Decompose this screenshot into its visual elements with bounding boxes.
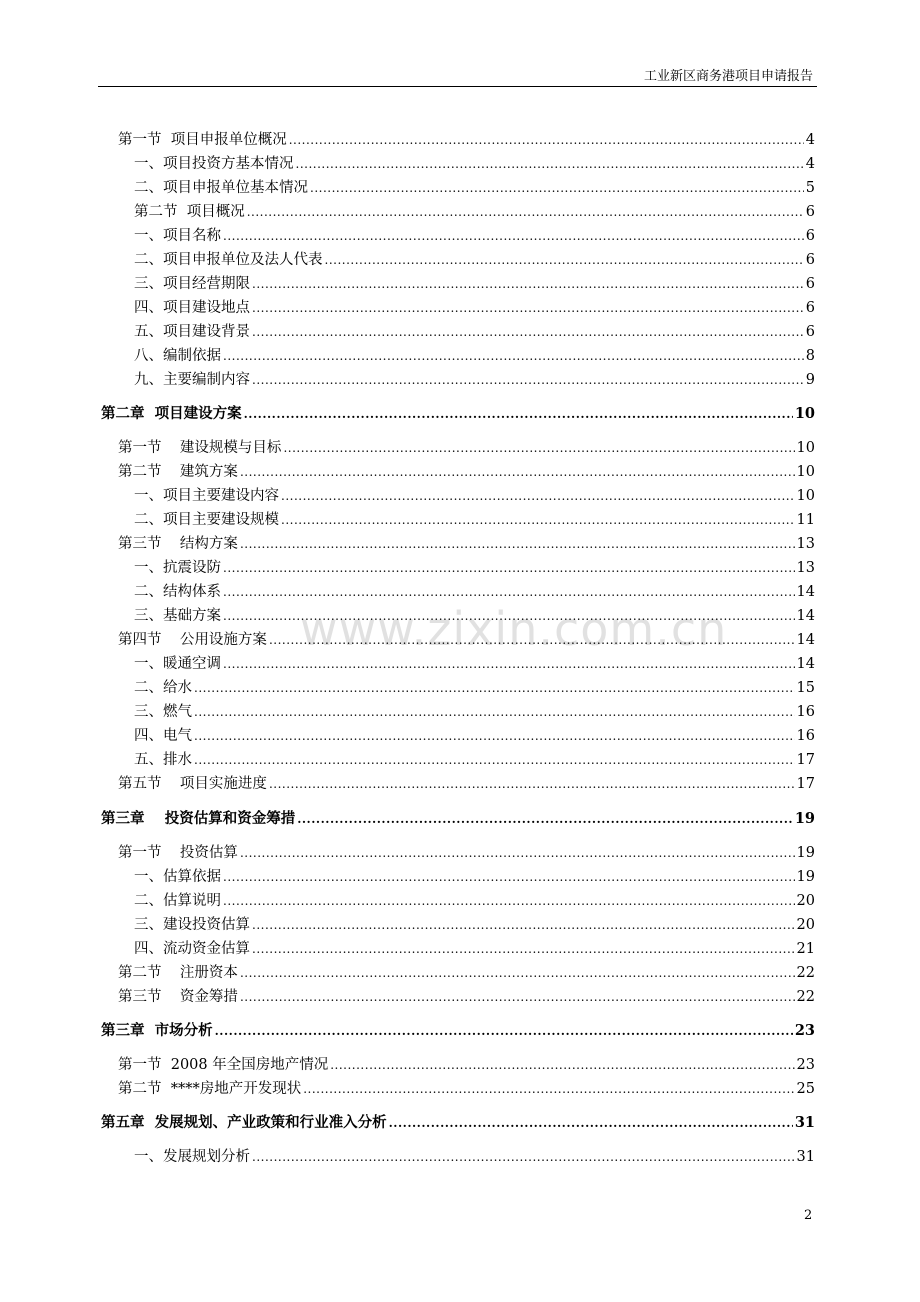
toc-leader-dots	[223, 225, 804, 247]
toc-entry-page: 14	[796, 608, 815, 624]
toc-section-entry[interactable]	[118, 533, 815, 555]
toc-item-entry[interactable]	[134, 890, 815, 912]
toc-entry-label: 四、项目建设地点	[134, 300, 250, 316]
toc-entry-page: 6	[805, 324, 815, 340]
toc-leader-dots	[389, 1112, 793, 1134]
toc-section-entry[interactable]	[118, 842, 815, 864]
toc-entry-label: 第一节 建设规模与目标	[118, 440, 282, 456]
toc-section-entry[interactable]	[118, 773, 815, 795]
toc-leader-dots	[223, 605, 795, 627]
toc-item-entry[interactable]	[134, 321, 815, 343]
toc-item-entry[interactable]	[134, 581, 815, 603]
toc-section-entry[interactable]	[118, 461, 815, 483]
toc-entry-label: 第一节 2008 年全国房地产情况	[118, 1057, 329, 1073]
toc-entry-label: 一、暖通空调	[134, 656, 221, 672]
toc-entry-label: 二、项目主要建设规模	[134, 512, 279, 528]
toc-entry-page: 4	[805, 132, 815, 148]
toc-entry-label: 二、项目申报单位基本情况	[134, 180, 308, 196]
toc-entry-page: 17	[796, 752, 815, 768]
toc-entry-label: 第五章 发展规划、产业政策和行业准入分析	[101, 1114, 387, 1131]
toc-entry-page: 22	[796, 989, 815, 1005]
toc-entry-page: 22	[796, 965, 815, 981]
toc-item-entry[interactable]	[134, 938, 815, 960]
toc-entry-label: 第二节 ****房地产开发现状	[118, 1081, 302, 1097]
page-number: 2	[804, 1208, 813, 1223]
toc-entry-label: 一、估算依据	[134, 869, 221, 885]
toc-entry-label: 九、主要编制内容	[134, 372, 250, 388]
toc-entry-label: 第二节 注册资本	[118, 965, 238, 981]
toc-entry-label: 第四节 公用设施方案	[118, 632, 267, 648]
toc-entry-page: 6	[805, 276, 815, 292]
toc-entry-page: 13	[796, 536, 815, 552]
toc-entry-page: 15	[796, 680, 815, 696]
toc-entry-page: 31	[794, 1114, 815, 1131]
header-title: 工业新区商务港项目申请报告	[643, 69, 813, 84]
toc-chapter-entry[interactable]	[101, 403, 815, 425]
toc-item-entry[interactable]	[134, 201, 815, 223]
toc-leader-dots	[303, 1078, 794, 1100]
toc-entry-page: 10	[796, 440, 815, 456]
toc-section-entry[interactable]	[118, 986, 815, 1008]
toc-entry-label: 第二节 项目概况	[134, 204, 245, 220]
toc-entry-label: 第一节 投资估算	[118, 845, 238, 861]
toc-entry-page: 6	[805, 300, 815, 316]
toc-entry-page: 8	[805, 348, 815, 364]
toc-entry-page: 17	[796, 776, 815, 792]
toc-entry-label: 一、项目主要建设内容	[134, 488, 279, 504]
toc-entry-page: 10	[796, 464, 815, 480]
toc-entry-label: 一、项目投资方基本情况	[134, 156, 294, 172]
toc-entry-page: 6	[805, 252, 815, 268]
toc-entry-label: 三、基础方案	[134, 608, 221, 624]
toc-item-entry[interactable]	[134, 677, 815, 699]
watermark: www.zixin.com.cn	[300, 602, 728, 656]
toc-entry-label: 二、项目申报单位及法人代表	[134, 252, 323, 268]
toc-leader-dots	[244, 403, 793, 425]
toc-entry-label: 五、项目建设背景	[134, 324, 250, 340]
toc-entry-page: 14	[796, 584, 815, 600]
toc-leader-dots	[310, 177, 804, 199]
toc-leader-dots	[252, 938, 795, 960]
toc-leader-dots	[281, 509, 795, 531]
toc-entry-page: 5	[805, 180, 815, 196]
toc-item-entry[interactable]	[134, 866, 815, 888]
toc-leader-dots	[223, 890, 795, 912]
toc-leader-dots	[194, 677, 795, 699]
toc-entry-page: 6	[805, 204, 815, 220]
toc-entry-page: 20	[796, 893, 815, 909]
toc-item-entry[interactable]	[134, 297, 815, 319]
toc-leader-dots	[252, 273, 804, 295]
toc-item-entry[interactable]	[134, 345, 815, 367]
toc-entry-page: 4	[805, 156, 815, 172]
toc-entry-page: 14	[796, 632, 815, 648]
toc-entry-page: 21	[796, 941, 815, 957]
toc-leader-dots	[223, 581, 795, 603]
toc-leader-dots	[240, 461, 795, 483]
toc-leader-dots	[223, 345, 804, 367]
toc-item-entry[interactable]	[134, 177, 815, 199]
toc-leader-dots	[289, 129, 804, 151]
toc-leader-dots	[194, 701, 795, 723]
toc-entry-label: 二、估算说明	[134, 893, 221, 909]
toc-entry-page: 14	[796, 656, 815, 672]
toc-item-entry[interactable]	[134, 605, 815, 627]
toc-leader-dots	[247, 201, 804, 223]
toc-leader-dots	[269, 629, 795, 651]
toc-item-entry[interactable]	[134, 509, 815, 531]
toc-item-entry[interactable]	[134, 701, 815, 723]
toc-entry-label: 三、建设投资估算	[134, 917, 250, 933]
toc-leader-dots	[223, 866, 795, 888]
toc-leader-dots	[296, 153, 804, 175]
toc-section-entry[interactable]	[118, 962, 815, 984]
toc-entry-label: 四、流动资金估算	[134, 941, 250, 957]
toc-entry-label: 第三章 投资估算和资金筹措	[101, 810, 296, 827]
toc-leader-dots	[252, 321, 804, 343]
toc-entry-page: 31	[796, 1149, 815, 1165]
toc-entry-page: 20	[796, 917, 815, 933]
toc-chapter-entry[interactable]	[101, 808, 815, 830]
toc-entry-page: 13	[796, 560, 815, 576]
toc-entry-label: 一、抗震设防	[134, 560, 221, 576]
toc-entry-page: 23	[794, 1022, 815, 1039]
toc-entry-label: 二、给水	[134, 680, 192, 696]
toc-entry-label: 三、项目经营期限	[134, 276, 250, 292]
toc-leader-dots	[283, 437, 794, 459]
toc-leader-dots	[269, 773, 795, 795]
toc-item-entry[interactable]	[134, 653, 815, 675]
toc-entry-label: 第二章 项目建设方案	[101, 405, 242, 422]
toc-leader-dots	[297, 808, 793, 830]
toc-item-entry[interactable]	[134, 225, 815, 247]
toc-entry-page: 19	[796, 869, 815, 885]
toc-item-entry[interactable]	[134, 725, 815, 747]
toc-leader-dots	[240, 962, 795, 984]
toc-section-entry[interactable]	[118, 1054, 815, 1076]
toc-item-entry[interactable]	[134, 249, 815, 271]
toc-item-entry[interactable]	[134, 153, 815, 175]
toc-leader-dots	[223, 653, 795, 675]
toc-entry-page: 16	[796, 728, 815, 744]
toc-entry-label: 第二节 建筑方案	[118, 464, 238, 480]
toc-entry-page: 19	[794, 810, 815, 827]
toc-entry-label: 第一节 项目申报单位概况	[118, 132, 287, 148]
toc-entry-label: 一、发展规划分析	[134, 1149, 250, 1165]
toc-leader-dots	[330, 1054, 794, 1076]
toc-entry-page: 25	[796, 1081, 815, 1097]
toc-entry-label: 第三节 资金筹措	[118, 989, 238, 1005]
toc-leader-dots	[281, 485, 795, 507]
toc-entry-label: 第三节 结构方案	[118, 536, 238, 552]
toc-leader-dots	[240, 842, 795, 864]
toc-leader-dots	[240, 986, 795, 1008]
toc-item-entry[interactable]	[134, 914, 815, 936]
toc-entry-label: 八、编制依据	[134, 348, 221, 364]
toc-entry-label: 五、排水	[134, 752, 192, 768]
toc-item-entry[interactable]	[134, 749, 815, 771]
toc-leader-dots	[252, 297, 804, 319]
toc-leader-dots	[252, 369, 804, 391]
toc-leader-dots	[252, 1146, 795, 1168]
toc-leader-dots	[194, 725, 795, 747]
toc-item-entry[interactable]	[134, 485, 815, 507]
toc-leader-dots	[194, 749, 795, 771]
toc-section-entry[interactable]	[118, 437, 815, 459]
toc-leader-dots	[325, 249, 804, 271]
toc-item-entry[interactable]	[134, 273, 815, 295]
toc-item-entry[interactable]	[134, 557, 815, 579]
toc-leader-dots	[215, 1020, 793, 1042]
toc-item-entry[interactable]	[134, 1146, 815, 1168]
toc-section-entry[interactable]	[118, 629, 815, 651]
toc-entry-label: 三、燃气	[134, 704, 192, 720]
toc-section-entry[interactable]	[118, 1078, 815, 1100]
toc-chapter-entry[interactable]	[101, 1112, 815, 1134]
toc-entry-label: 第五节 项目实施进度	[118, 776, 267, 792]
toc-item-entry[interactable]	[134, 369, 815, 391]
toc-leader-dots	[252, 914, 795, 936]
toc-entry-page: 6	[805, 228, 815, 244]
toc-entry-label: 二、结构体系	[134, 584, 221, 600]
toc-entry-page: 10	[796, 488, 815, 504]
toc-entry-page: 19	[796, 845, 815, 861]
toc-chapter-entry[interactable]	[101, 1020, 815, 1042]
toc-entry-page: 10	[794, 405, 815, 422]
toc-section-entry[interactable]	[118, 129, 815, 151]
toc-leader-dots	[223, 557, 795, 579]
toc-entry-label: 第三章 市场分析	[101, 1022, 213, 1039]
toc-entry-label: 四、电气	[134, 728, 192, 744]
toc-entry-page: 9	[805, 372, 815, 388]
toc-entry-page: 23	[796, 1057, 815, 1073]
toc-entry-page: 11	[796, 512, 815, 528]
toc-entry-page: 16	[796, 704, 815, 720]
toc-entry-label: 一、项目名称	[134, 228, 221, 244]
toc-leader-dots	[240, 533, 795, 555]
